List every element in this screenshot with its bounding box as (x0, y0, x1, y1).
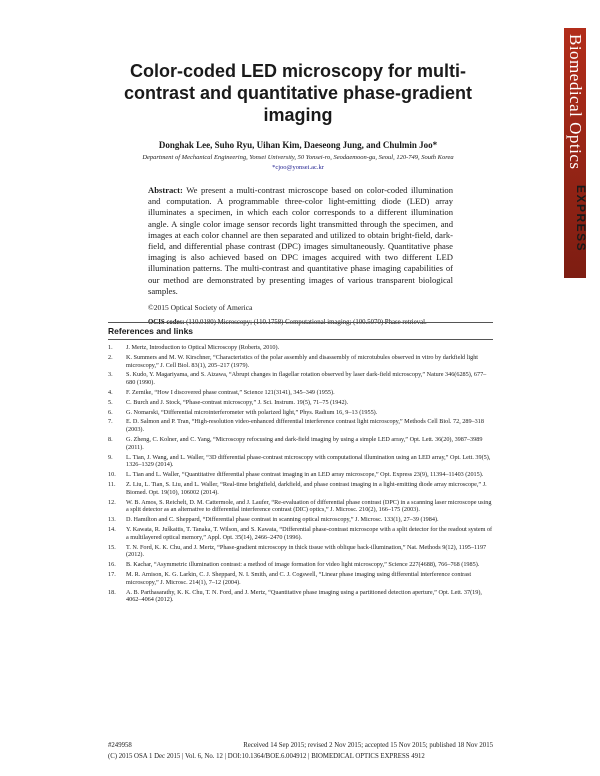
reference-text: Z. Liu, L. Tian, S. Liu, and L. Waller, “Real-time brightfield, darkfield, and phase contrast imaging in a light-emitting diode array microscope,” J. Biomed. Opt. 19(10), 106002 (2014). (126, 480, 487, 496)
reference-number: 16. (108, 561, 116, 569)
reference-text: L. Tian and L. Waller, “Quantitative differential phase contrast imaging in an LED array microscope,” Opt. Express 23(9), 11394–11403 (2015). (126, 471, 484, 479)
copyright-line: ©2015 Optical Society of America (148, 303, 253, 313)
reference-text: Y. Kawata, R. Juškaitis, T. Tanaka, T. Wilson, and S. Kawata, “Differential phase-contrast microscope with a split detector for the readout system of a multilayered optical memory,” Appl. Opt. 35(14), 2466–2470 (1996). (126, 525, 493, 541)
reference-item (108, 481, 493, 497)
reference-item (108, 354, 493, 370)
paper-title: Color-coded LED microscopy for multi-contrast and quantitative phase-gradient imaging (123, 61, 473, 125)
reference-item (108, 344, 493, 352)
abstract (148, 185, 453, 297)
reference-number: 12. (108, 498, 116, 506)
abstract-text: We present a multi-contrast microscope based on color-coded illumination and computation. A programmable three-color light-emitting diode (LED) array illuminates a specimen, in which each color corresponds to a different illumination angle. A single color image sensor records light transmitted through the specimen, and images at each color channel are then separated and utilized to obtain bright-field, dark-field, and differential phase contrast (DPC) images simultaneously. Quantitative phase imaging is also achieved based on DPC images acquired with two different LED illumination patterns. The multi-contrast and quantitative phase imaging capabilities of our method are demonstrated by presenting images of various transparent biological samples. (148, 185, 453, 296)
footer-received-line (108, 742, 493, 749)
reference-text: E. D. Salmon and P. Tran, “High-resolution video-enhanced differential interference contrast light microscopy,” Methods Cell Biol. 72, 289–318 (2003). (126, 418, 484, 434)
reference-text: L. Tian, J. Wang, and L. Waller, “3D differential phase-contrast microscopy with computational illumination using an LED array,” Opt. Lett. 39(5), 1326–1329 (2014). (126, 453, 491, 469)
reference-item (108, 409, 493, 417)
reference-number: 15. (108, 543, 116, 551)
reference-text: W. B. Amos, S. Reichelt, D. M. Cattermole, and J. Laufer, “Re-evaluation of differential phase contrast (DPC) in a scanning laser microscope using a split detector as an alternative to differential interference contrast (DIC) optics,” J. Microsc. 210(2), 166–175 (2003). (126, 498, 492, 514)
ocis-text: (110.0180) Microscopy; (110.1758) Computational imaging; (100.5070) Phase retrieval. (186, 319, 427, 327)
received-dates: Received 14 Sep 2015; revised 2 Nov 2015; accepted 15 Nov 2015; published 18 Nov 2015 (243, 742, 493, 749)
reference-text: B. Kachar, “Asymmetric illumination contrast: a method of image formation for video light microscopy,” Science 227(4688), 766–768 (1985). (126, 561, 480, 569)
reference-item (108, 436, 493, 452)
journal-sidebar (552, 0, 600, 776)
reference-text: G. Zheng, C. Kolner, and C. Yang, “Microscopy refocusing and dark-field imaging by using a simple LED array,” Opt. Lett. 36(20), 3987–3989 (2011). (126, 435, 483, 451)
reference-item (108, 418, 493, 434)
reference-number: 8. (108, 435, 113, 443)
reference-item (108, 571, 493, 587)
author-list: Donghak Lee, Suho Ryu, Uihan Kim, Daeseong Jung, and Chulmin Joo* (158, 140, 438, 150)
reference-text: F. Zernike, “How I discovered phase contrast,” Science 121(3141), 345–349 (1955). (126, 388, 335, 396)
reference-number: 13. (108, 516, 116, 524)
article-id: #249958 (108, 742, 132, 749)
reference-text: G. Nomarski, “Differential microinterferometer with polarized light,” Phys. Radium 16, 9–13 (1955). (126, 408, 378, 416)
reference-item (108, 589, 493, 605)
reference-item (108, 454, 493, 470)
references-heading: References and links (108, 326, 194, 336)
references-divider (108, 339, 493, 340)
reference-item (108, 399, 493, 407)
reference-number: 6. (108, 408, 113, 416)
reference-item (108, 516, 493, 524)
reference-number: 2. (108, 353, 113, 361)
reference-number: 4. (108, 388, 113, 396)
reference-number: 14. (108, 525, 116, 533)
reference-text: A. B. Parthasarathy, K. K. Chu, T. N. Ford, and J. Mertz, “Quantitative phase imaging using a partitioned detection aperture,” Opt. Lett. 37(19), 4062–4064 (2012). (126, 588, 482, 604)
abstract-label: Abstract: (148, 185, 183, 195)
reference-number: 11. (108, 480, 116, 488)
section-divider (108, 322, 493, 323)
reference-number: 1. (108, 344, 113, 351)
reference-item (108, 471, 493, 479)
reference-item (108, 389, 493, 397)
reference-item (108, 499, 493, 515)
journal-express-label: EXPRESS (574, 185, 588, 253)
reference-text: S. Kudo, Y. Magariyama, and S. Aizawa, “Abrupt changes in flagellar rotation observed by laser dark-field microscopy,” Nature 346(6285), 677–680 (1990). (126, 371, 487, 387)
reference-number: 18. (108, 588, 116, 596)
reference-text: J. Mertz, Introduction to Optical Microscopy (Roberts, 2010). (126, 344, 280, 351)
reference-number: 9. (108, 453, 113, 461)
paper-header (108, 60, 488, 327)
reference-number: 10. (108, 471, 116, 479)
reference-text: M. R. Arnison, K. G. Larkin, C. J. Sheppard, N. I. Smith, and C. J. Cogswell, “Linear phase imaging using differential interference contrast microscopy,” J. Microsc. 214(1), 7–12 (2004). (126, 570, 472, 586)
reference-item (108, 561, 493, 569)
reference-text: D. Hamilton and C. Sheppard, “Differential phase contrast in scanning optical microscopy,” J. Microsc. 133(1), 27–39 (1984). (126, 516, 439, 524)
reference-item (108, 544, 493, 560)
footer-citation: (C) 2015 OSA 1 Dec 2015 | Vol. 6, No. 12 | DOI:10.1364/BOE.6.004912 | BIOMEDICAL OPTICS EXPRESS 4912 (108, 753, 425, 760)
journal-name: Biomedical Optics (566, 34, 585, 170)
reference-item (108, 371, 493, 387)
reference-text: K. Summers and M. W. Kirschner, “Characteristics of the polar assembly and disassembly of microtubules observed in vitro by darkfield light microscopy,” J. Cell Biol. 83(1), 205–217 (1979). (126, 353, 479, 369)
reference-number: 17. (108, 570, 116, 578)
reference-number: 5. (108, 398, 113, 406)
reference-text: T. N. Ford, K. K. Chu, and J. Mertz, “Phase-gradient microscopy in thick tissue with oblique back-illumination,” Nat. Methods 9(12), 1195–1197 (2012). (126, 543, 487, 559)
references-list (108, 344, 493, 606)
reference-number: 7. (108, 418, 113, 426)
reference-item (108, 526, 493, 542)
affiliation: Department of Mechanical Engineering, Yonsei University, 50 Yonsei-ro, Seodaemoon-gu, Seoul, 120-749, South Korea (142, 154, 454, 161)
reference-number: 3. (108, 371, 113, 379)
reference-text: C. Burch and J. Stock, “Phase-contrast microscopy,” J. Sci. Instrum. 19(5), 71–75 (1942). (126, 398, 349, 406)
ocis-label: OCIS codes: (148, 319, 185, 327)
corresponding-email[interactable]: *cjoo@yonsei.ac.kr (272, 164, 324, 171)
